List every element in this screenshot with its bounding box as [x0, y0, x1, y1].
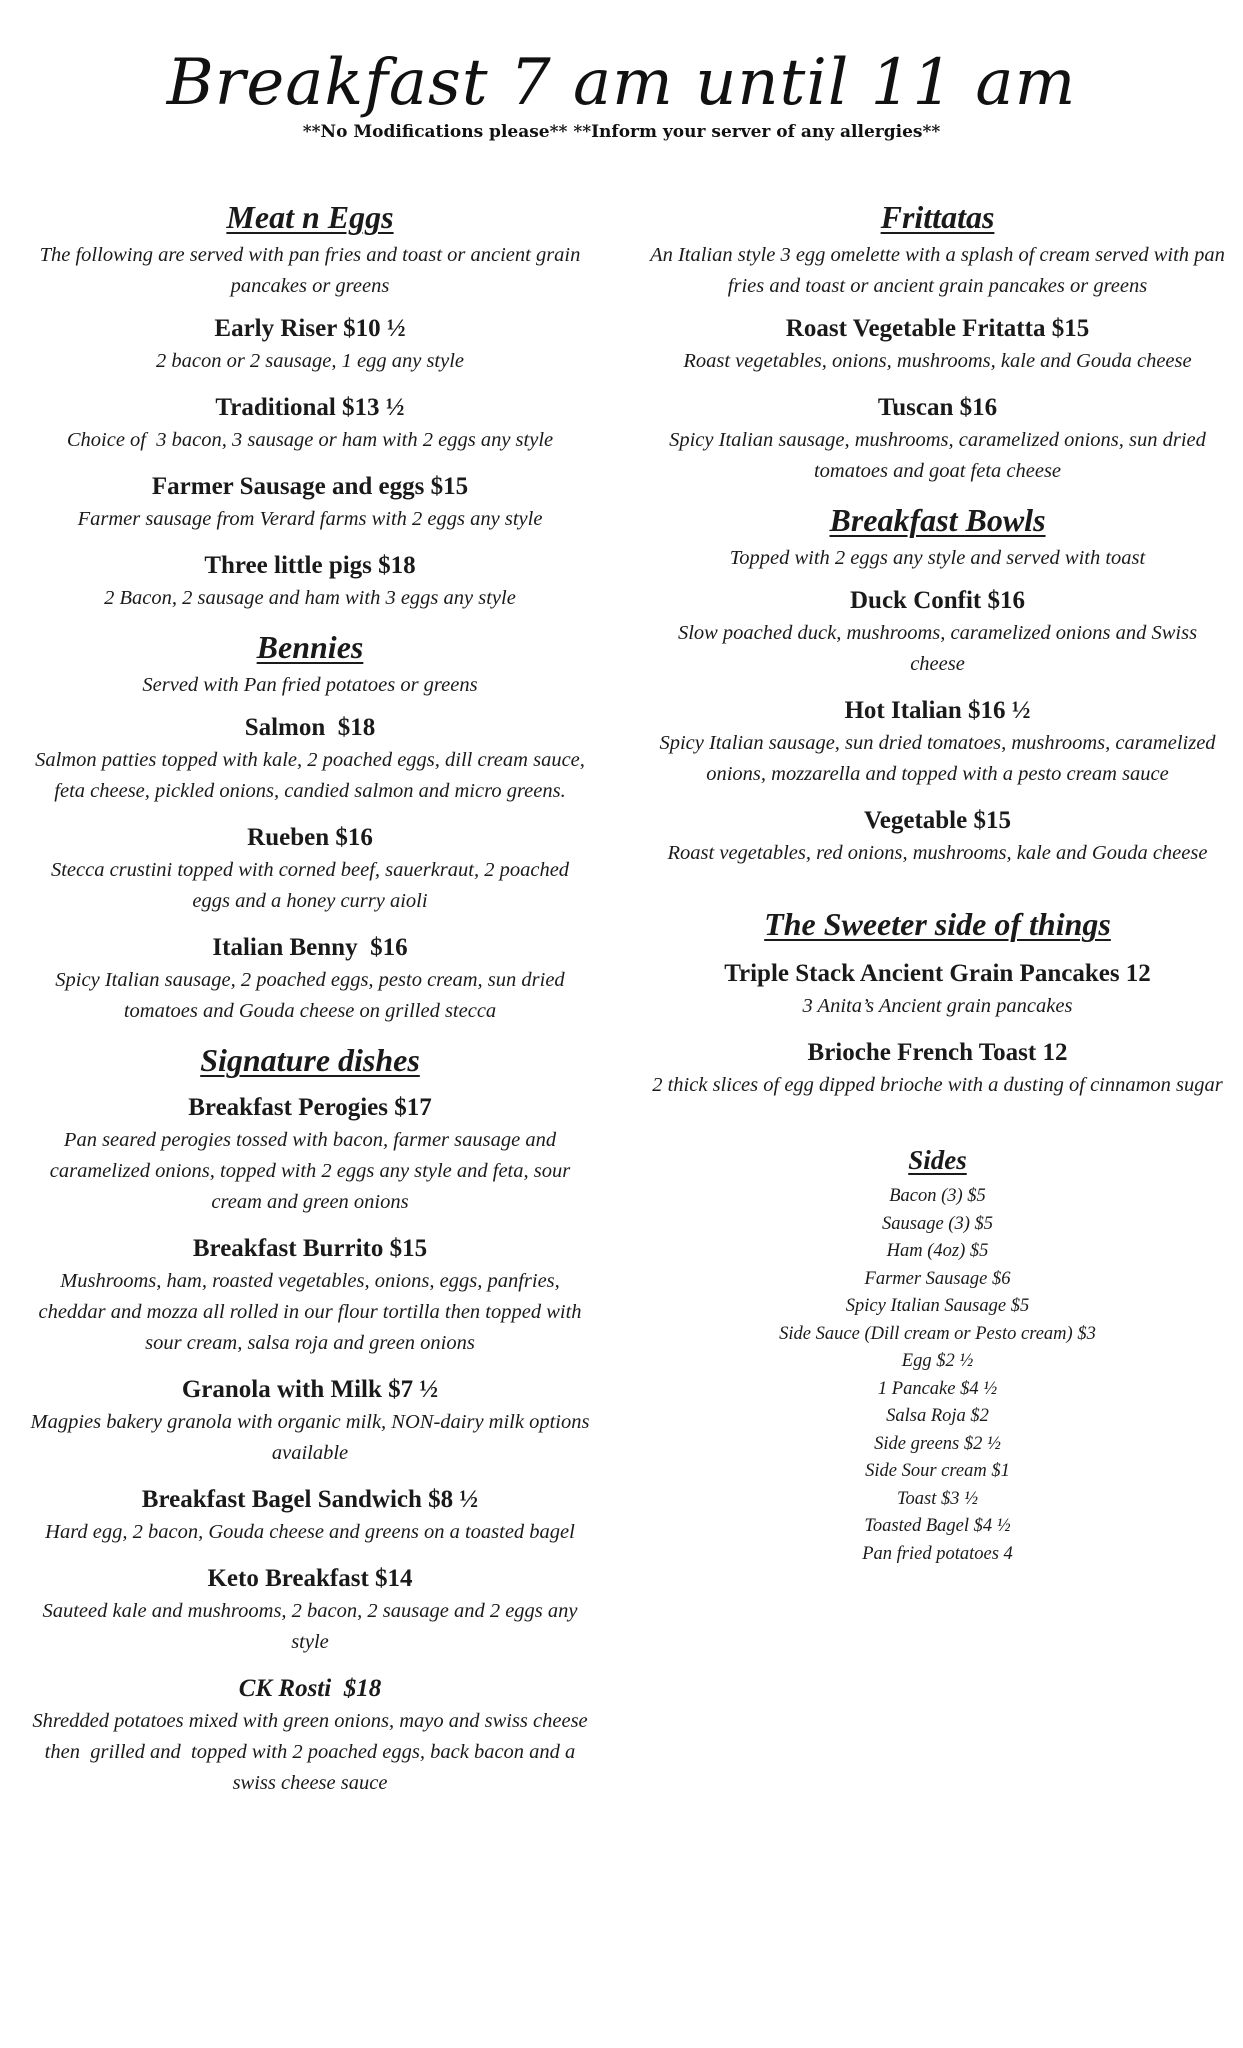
section-heading-frittatas: Frittatas — [880, 199, 995, 235]
menu-item-name: Triple Stack Ancient Grain Pancakes 12 — [724, 960, 1151, 987]
menu-item-desc: 2 Bacon, 2 sausage and ham with 3 eggs any style — [104, 587, 516, 609]
menu-item-desc: Mushrooms, ham, roasted vegetables, onions, eggs, panfries, cheddar and mozza all rolled in our flour tortilla then topped with sour cream, salsa roja and green onions — [38, 1270, 587, 1354]
menu-subtitle: **No Modifications please** **Inform your server of any allergies** — [302, 122, 941, 142]
menu-item-desc: Spicy Italian sausage, mushrooms, caramelized onions, sun dried tomatoes and goat feta cheese — [669, 429, 1211, 482]
menu-item-name: Rueben $16 — [247, 824, 373, 851]
side-item: Side Sauce (Dill cream or Pesto cream) $3 — [779, 1323, 1096, 1344]
side-item: Farmer Sausage $6 — [864, 1268, 1011, 1289]
menu-item-name: Breakfast Burrito $15 — [192, 1235, 428, 1262]
section-heading-breakfast-bowls: Breakfast Bowls — [829, 502, 1046, 538]
menu-item-name: Roast Vegetable Fritatta $15 — [785, 315, 1090, 342]
menu-item-desc: Slow poached duck, mushrooms, caramelized onions and Swiss cheese — [677, 622, 1203, 675]
menu-item-desc: 2 bacon or 2 sausage, 1 egg any style — [155, 350, 465, 372]
menu-item-name: Hot Italian $16 ½ — [844, 697, 1031, 724]
section-heading-sweeter-side: The Sweeter side of things — [764, 906, 1111, 942]
side-item: Side greens $2 ½ — [874, 1433, 1001, 1454]
section-heading-signature-dishes: Signature dishes — [200, 1042, 420, 1078]
menu-item-name: CK Rosti $18 — [238, 1675, 382, 1702]
menu-item-desc: Pan seared perogies tossed with bacon, farmer sausage and caramelized onions, topped with 2 eggs any style and feta, sour cream and green onions — [49, 1129, 576, 1213]
section-heading-bennies: Bennies — [256, 629, 364, 665]
menu-item-desc: Hard egg, 2 bacon, Gouda cheese and greens on a toasted bagel — [45, 1521, 575, 1543]
menu-item-desc: 2 thick slices of egg dipped brioche with a dusting of cinnamon sugar — [652, 1074, 1223, 1096]
menu-item-desc: Roast vegetables, onions, mushrooms, kale and Gouda cheese — [683, 350, 1192, 372]
menu-item-desc: Stecca crustini topped with corned beef, sauerkraut, 2 poached eggs and a honey curry aioli — [50, 859, 575, 912]
section-note-meat-n-eggs: The following are served with pan fries and toast or ancient grain pancakes or greens — [39, 244, 581, 297]
menu-item-name: Early Riser $10 ½ — [214, 315, 406, 342]
menu-item-name: Brioche French Toast 12 — [807, 1039, 1068, 1066]
left-column — [30, 198, 595, 1813]
menu-item-desc: Spicy Italian sausage, 2 poached eggs, pesto cream, sun dried tomatoes and Gouda cheese on grilled stecca — [55, 969, 570, 1022]
side-item: Side Sour cream $1 — [865, 1461, 1010, 1481]
menu-item-name: Breakfast Perogies $17 — [188, 1094, 432, 1121]
menu-item-name: Granola with Milk $7 ½ — [181, 1376, 439, 1403]
right-column — [650, 198, 1225, 1568]
menu-item-name: Traditional $13 ½ — [215, 394, 405, 421]
menu-item-name: Tuscan $16 — [877, 394, 998, 421]
section-note-frittatas: An Italian style 3 egg omelette with a splash of cream served with pan fries and toast or ancient grain pancakes or greens — [650, 244, 1225, 297]
menu-item-desc: Roast vegetables, red onions, mushrooms, kale and Gouda cheese — [667, 842, 1208, 864]
menu-title: Breakfast 7 am until 11 am — [166, 46, 1077, 120]
side-item: Pan fried potatoes 4 — [862, 1543, 1013, 1564]
spacer — [650, 883, 1225, 905]
menu-item-desc: Farmer sausage from Verard farms with 2 eggs any style — [77, 508, 543, 530]
menu-item-desc: Sauteed kale and mushrooms, 2 bacon, 2 sausage and 2 eggs any style — [42, 1600, 583, 1653]
menu-item-name: Duck Confit $16 — [849, 587, 1025, 614]
menu-item-name: Keto Breakfast $14 — [207, 1565, 413, 1592]
menu-item-desc: Spicy Italian sausage, sun dried tomatoes, mushrooms, caramelized onions, mozzarella and topped with a pesto cream sauce — [659, 732, 1221, 785]
menu-item-desc: Salmon patties topped with kale, 2 poached eggs, dill cream sauce, feta cheese, pickled onions, candied salmon and micro greens. — [35, 749, 591, 802]
menu-item-desc: Choice of 3 bacon, 3 sausage or ham with 2 eggs any style — [66, 429, 554, 451]
spacer — [650, 1115, 1225, 1143]
side-item: Ham (4oz) $5 — [886, 1241, 989, 1261]
side-item: Egg $2 ½ — [901, 1351, 974, 1371]
side-item: 1 Pancake $4 ½ — [877, 1378, 998, 1399]
side-item: Spicy Italian Sausage $5 — [845, 1296, 1030, 1316]
side-item: Salsa Roja $2 — [886, 1406, 989, 1426]
menu-item-name: Three little pigs $18 — [204, 552, 416, 579]
menu-item-name: Italian Benny $16 — [212, 934, 408, 961]
side-item: Bacon (3) $5 — [889, 1186, 986, 1206]
side-item: Toast $3 ½ — [896, 1488, 979, 1509]
menu-item-name: Salmon $18 — [244, 714, 376, 741]
side-item: Toasted Bagel $4 ½ — [864, 1516, 1011, 1536]
menu-item-desc: Shredded potatoes mixed with green onions, mayo and swiss cheese then grilled and topped with 2 poached eggs, back bacon and a swiss cheese sauce — [32, 1710, 593, 1794]
menu-item-desc: 3 Anita’s Ancient grain pancakes — [802, 995, 1073, 1017]
section-heading-meat-n-eggs: Meat n Eggs — [226, 199, 394, 235]
section-heading-sides: Sides — [908, 1145, 967, 1175]
section-note-bennies: Served with Pan fried potatoes or greens — [142, 674, 478, 696]
menu-item-desc: Magpies bakery granola with organic milk, NON-dairy milk options available — [30, 1411, 595, 1464]
section-note-breakfast-bowls: Topped with 2 eggs any style and served with toast — [729, 547, 1146, 569]
menu-item-name: Vegetable $15 — [864, 807, 1011, 834]
side-item: Sausage (3) $5 — [882, 1213, 993, 1234]
menu-item-name: Breakfast Bagel Sandwich $8 ½ — [141, 1486, 479, 1513]
menu-item-name: Farmer Sausage and eggs $15 — [151, 473, 469, 500]
